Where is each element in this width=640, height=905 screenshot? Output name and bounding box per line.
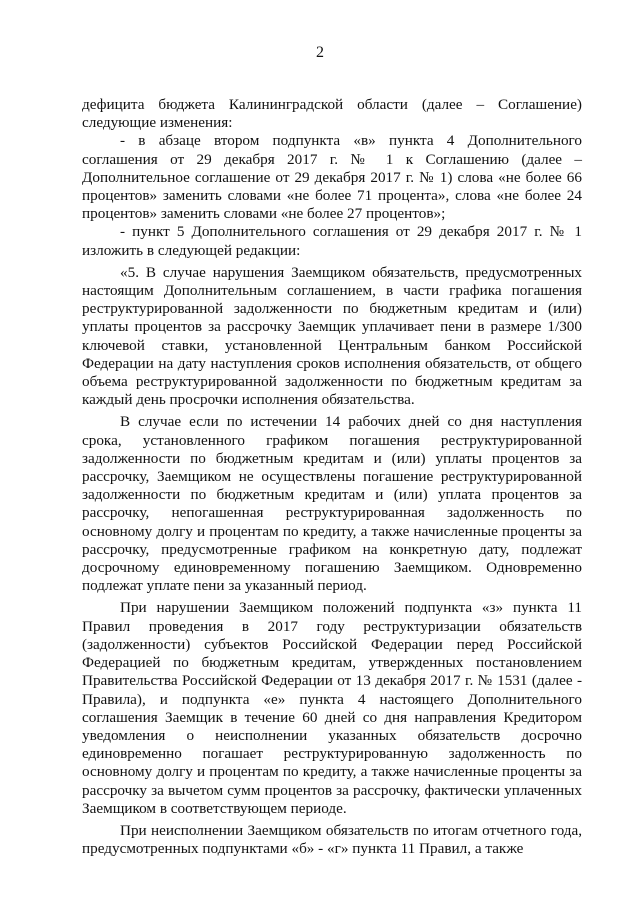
paragraph-clause-5-part-2: В случае если по истечении 14 рабочих дней со дня наступления срока, установленного графиком погашения реструктурированной задолженности по бюджетным кредитам и (или) уплаты процентов за рассрочку, Заемщиком не осуществлены погашение реструктурированной задолженности по бюджетным кредитам и (или) уплата процентов за рассрочку, непогашенная реструктурированная задолженность по основному долгу и процентам по кредиту, а также начисленные проценты за рассрочку, предусмотренные графиком на конкретную дату, подлежат досрочному единовременному погашению Заемщиком. Одновременно подлежат уплате пени за указанный период. — [82, 413, 582, 595]
paragraph-clause-5-part-4: При неисполнении Заемщиком обязательств по итогам отчетного года, предусмотренных подпунктами «б» - «г» пункта 11 Правил, а также — [82, 821, 582, 858]
paragraph-item-1: - в абзаце втором подпункта «в» пункта 4 Дополнительного соглашения от 29 декабря 2017 г. № 1 к Соглашению (далее – Дополнительное соглашение от 29 декабря 2017 г. № 1) слова «не более 66 процентов» заменить словами «не более 71 процента», слова «не более 24 процентов» заменить словами «не более 27 процентов»; — [82, 132, 582, 223]
paragraph-item-2: - пункт 5 Дополнительного соглашения от 29 декабря 2017 г. № 1 изложить в следующей редакции: — [82, 223, 582, 259]
page-number: 2 — [316, 44, 324, 61]
paragraph-clause-5-part-3: При нарушении Заемщиком положений подпункта «з» пункта 11 Правил проведения в 2017 году реструктуризации обязательств (задолженности) субъектов Российской Федерации перед Российской Федерацией по бюджетным кредитам, утвержденных постановлением Правительства Российской Федерации от 13 декабря 2017 г. № 1531 (далее - Правила), и подпункта «е» пункта 4 настоящего Дополнительного соглашения Заемщик в течение 60 дней со дня направления Кредитором уведомления о неисполнении указанных обязательств досрочно единовременно погашает реструктурированную задолженность по основному долгу и процентам по кредиту, а также начисленные проценты за рассрочку за вычетом сумм процентов за рассрочку, фактически уплаченных Заемщиком в соответствующем периоде. — [82, 599, 582, 817]
paragraph-intro: дефицита бюджета Калининградской области (далее – Соглашение) следующие изменения: — [82, 96, 582, 132]
document-body — [82, 96, 582, 858]
paragraph-clause-5: «5. В случае нарушения Заемщиком обязательств, предусмотренных настоящим Дополнительным соглашением, в части графика погашения реструктурированной задолженности по бюджетным кредитам и (или) уплаты процентов за рассрочку Заемщик уплачивает пени в размере 1/300 ключевой ставки, установленной Центральным банком Российской Федерации на дату наступления сроков исполнения обязательств, от общего объема реструктурированной задолженности по бюджетным кредитам за каждый день просрочки исполнения обязательства. — [82, 263, 582, 409]
